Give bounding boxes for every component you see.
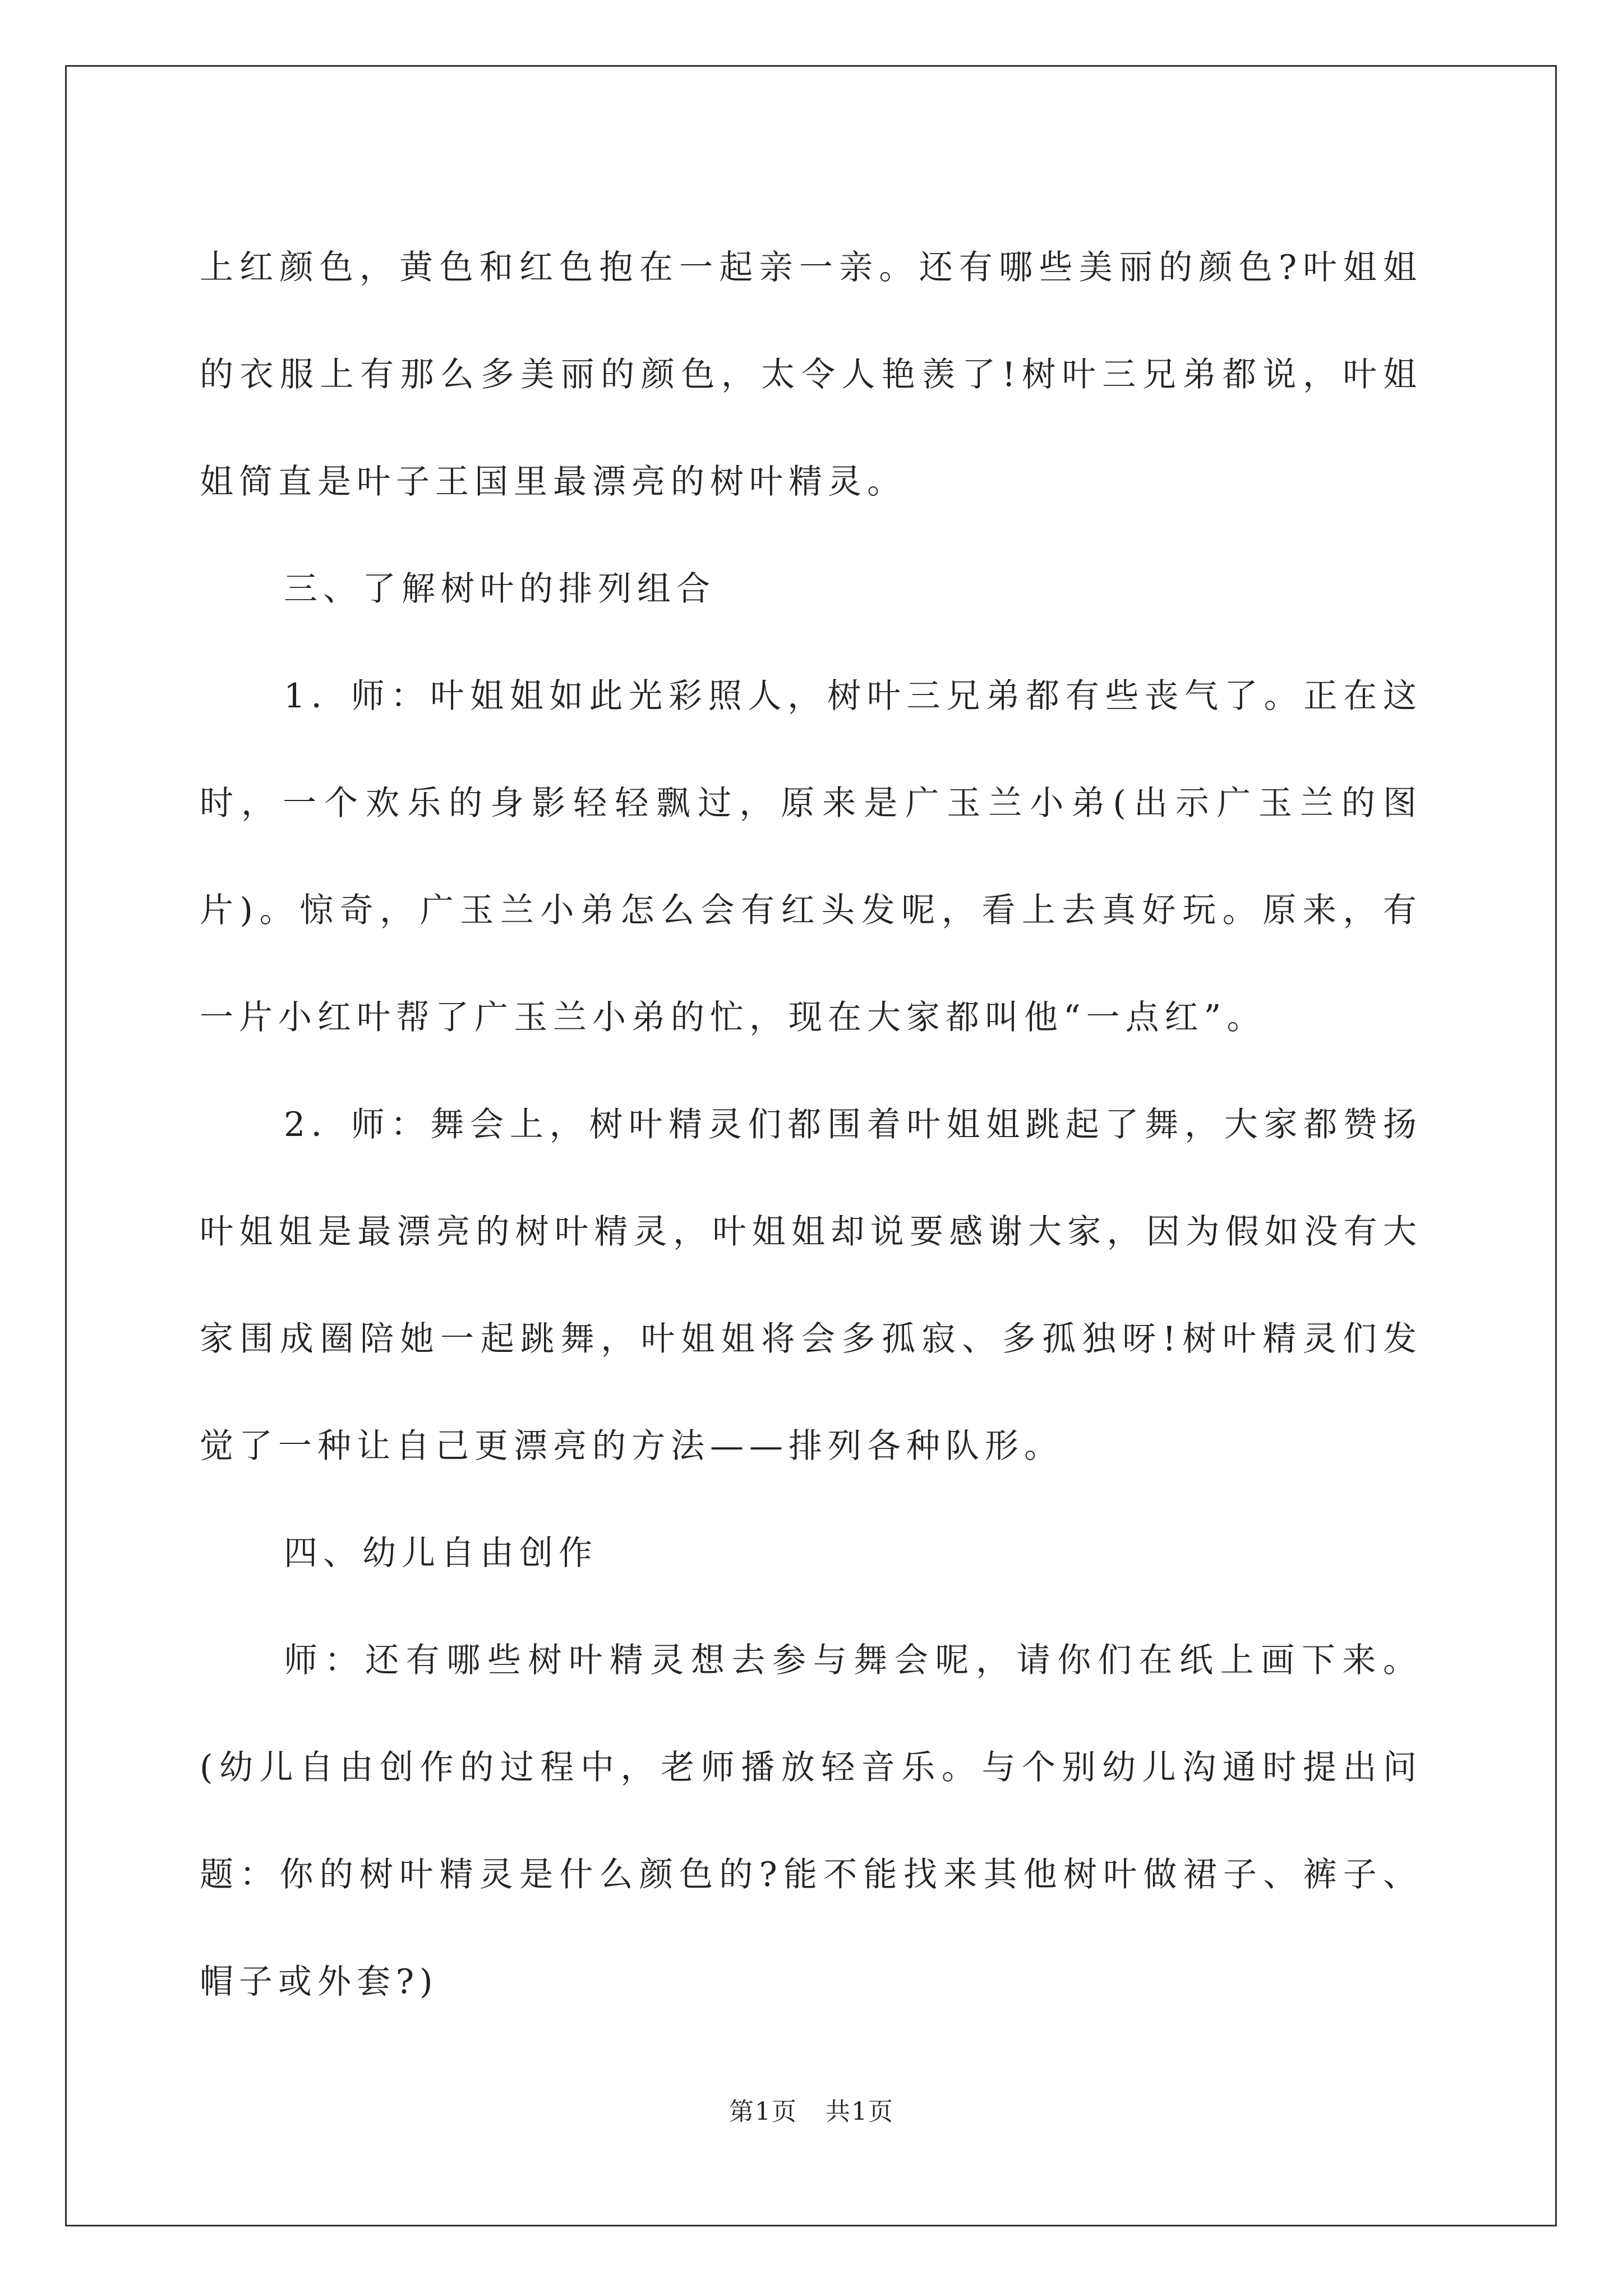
paragraph-3-2: 2．师：舞会上，树叶精灵们都围着叶姐姐跳起了舞，大家都赞扬叶姐姐是最漂亮的树叶精灵，叶姐姐却说要感谢大家，因为假如没有大家围成圈陪她一起跳舞，叶姐姐将会多孤寂、多孤独呀!树叶精灵们发觉了一种让自己更漂亮的方法——排列各种队形。 <box>200 1105 1422 1466</box>
paragraph-3-1: 1．师：叶姐姐如此光彩照人，树叶三兄弟都有些丧气了。正在这时，一个欢乐的身影轻轻飘过，原来是广玉兰小弟(出示广玉兰的图片)。惊奇，广玉兰小弟怎么会有红头发呢，看上去真好玩。原来，有一片小红叶帮了广玉兰小弟的忙，现在大家都叫他“一点红”。 <box>200 677 1422 1037</box>
document-body <box>200 214 1422 2036</box>
paragraph-1: 上红颜色，黄色和红色抱在一起亲一亲。还有哪些美丽的颜色?叶姐姐的衣服上有那么多美丽的颜色，太令人艳羡了!树叶三兄弟都说，叶姐姐简直是叶子王国里最漂亮的树叶精灵。 <box>200 248 1422 501</box>
paragraph-4: 师：还有哪些树叶精灵想去参与舞会呢，请你们在纸上画下来。(幼儿自由创作的过程中，老师播放轻音乐。与个别幼儿沟通时提出问题：你的树叶精灵是什么颜色的?能不能找来其他树叶做裙子、裤子、帽子或外套?) <box>200 1641 1422 2001</box>
page-footer <box>0 2091 1623 2127</box>
section-heading-4: 四、幼儿自由创作 <box>284 1534 598 1573</box>
page-total-label: 共1页 <box>826 2097 894 2126</box>
section-heading-3: 三、了解树叶的排列组合 <box>284 569 716 609</box>
page-current-label: 第1页 <box>729 2097 797 2126</box>
